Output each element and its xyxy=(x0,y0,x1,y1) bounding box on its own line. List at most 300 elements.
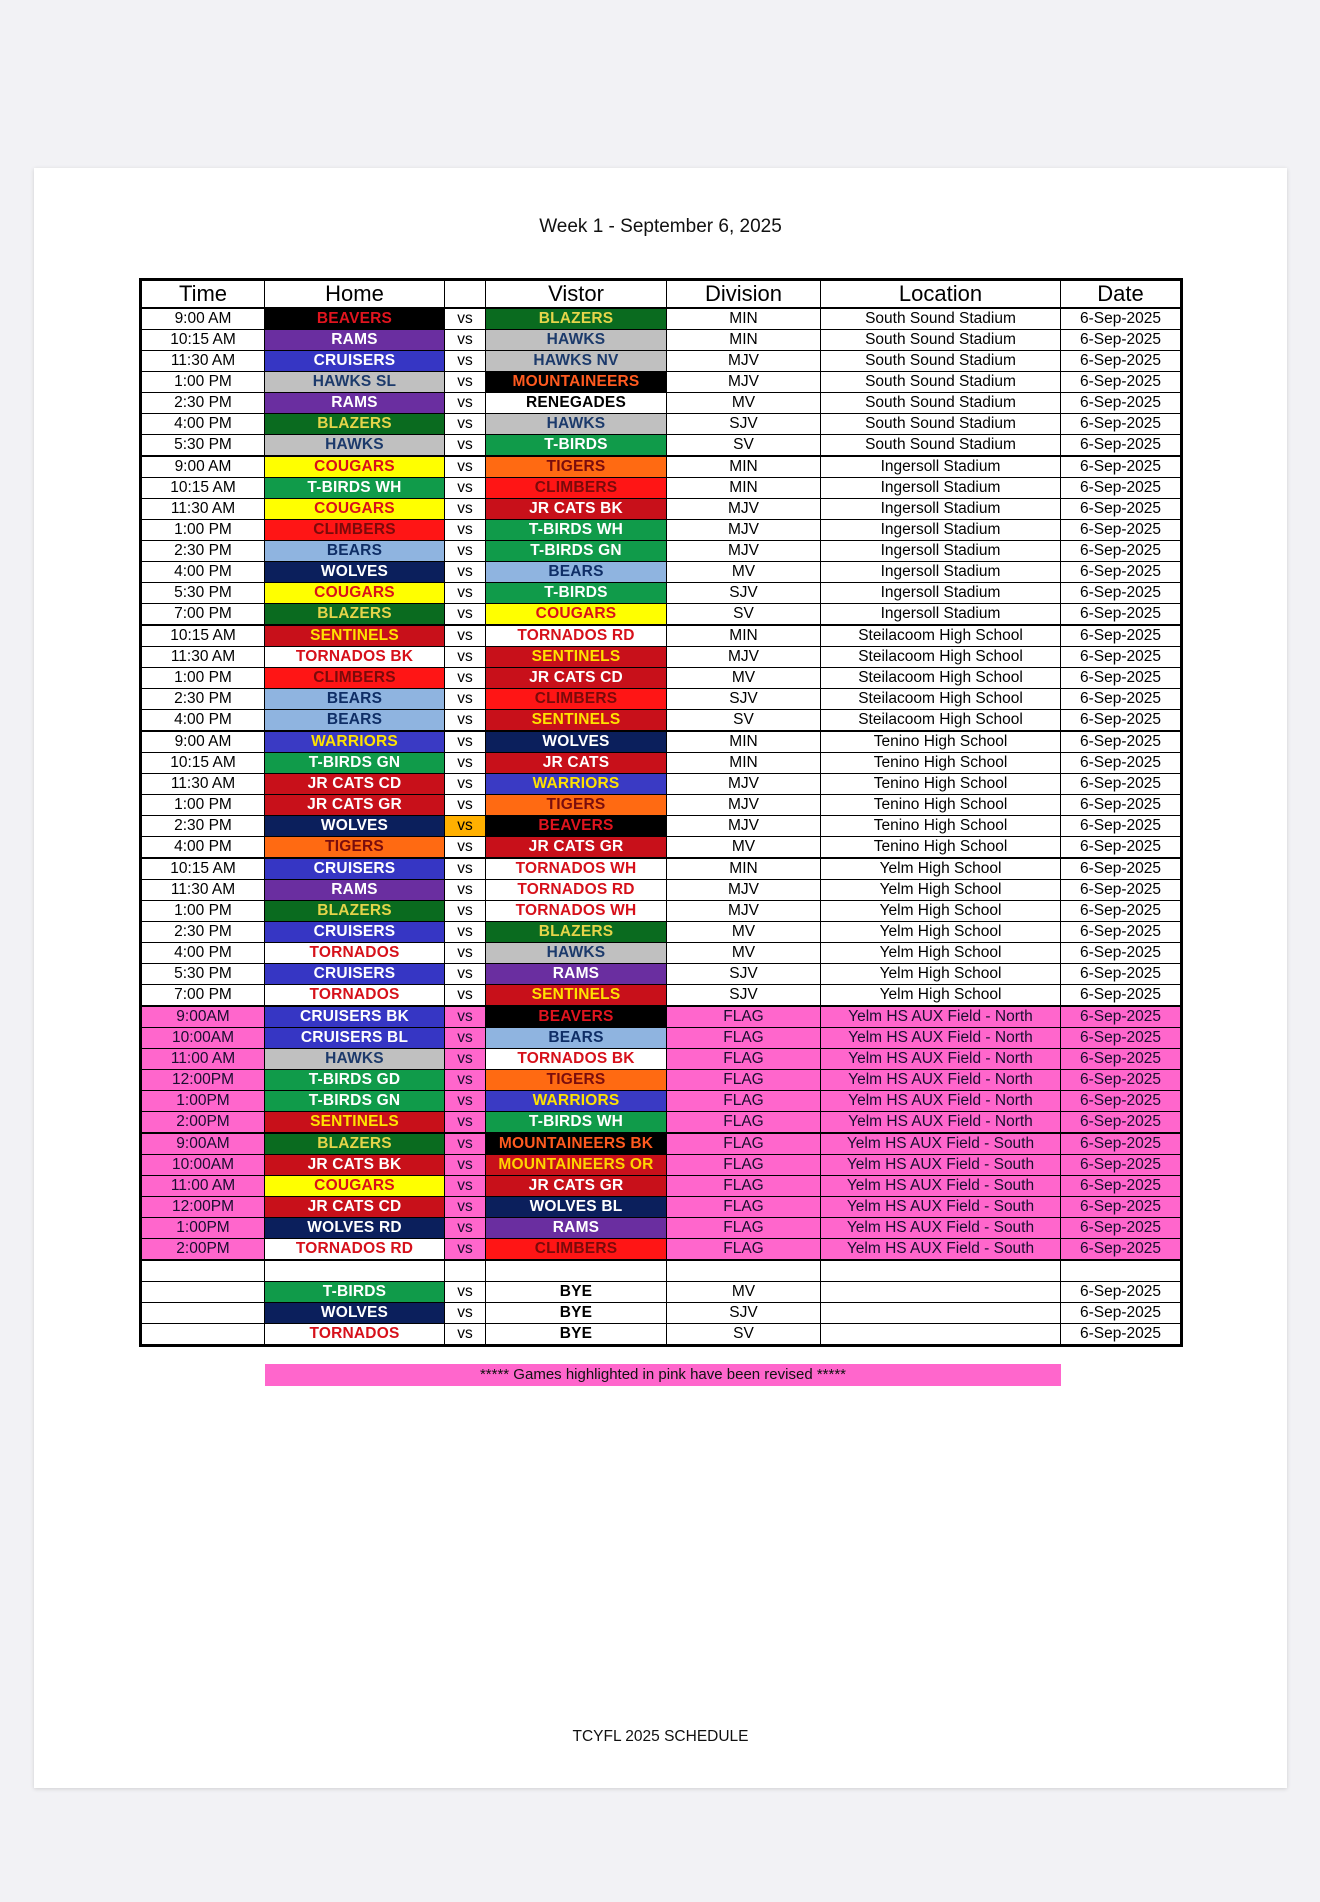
division-cell: SJV xyxy=(667,689,821,710)
date-cell: 6-Sep-2025 xyxy=(1061,541,1182,562)
division-cell: MV xyxy=(667,393,821,414)
table-row xyxy=(141,1112,1182,1134)
time-cell: 1:00 PM xyxy=(141,520,265,541)
home-team-cell: SENTINELS xyxy=(265,625,445,647)
time-cell: 2:00PM xyxy=(141,1112,265,1134)
visitor-team-cell: CLIMBERS xyxy=(486,478,667,499)
time-cell: 12:00PM xyxy=(141,1197,265,1218)
location-cell: Yelm HS AUX Field - South xyxy=(821,1239,1061,1261)
vs-cell: vs xyxy=(445,1303,486,1324)
location-cell: Ingersoll Stadium xyxy=(821,520,1061,541)
table-row xyxy=(141,625,1182,647)
table-row xyxy=(141,1028,1182,1049)
time-cell: 2:30 PM xyxy=(141,816,265,837)
visitor-team-cell: JR CATS xyxy=(486,753,667,774)
date-cell: 6-Sep-2025 xyxy=(1061,1155,1182,1176)
table-row xyxy=(141,562,1182,583)
visitor-team-cell: WARRIORS xyxy=(486,1091,667,1112)
visitor-team-cell: HAWKS xyxy=(486,943,667,964)
vs-cell: vs xyxy=(445,308,486,330)
home-team-cell: TORNADOS RD xyxy=(265,1239,445,1261)
time-cell: 7:00 PM xyxy=(141,604,265,626)
header-date: Date xyxy=(1061,280,1182,309)
vs-cell: vs xyxy=(445,330,486,351)
table-row xyxy=(141,816,1182,837)
division-cell: MIN xyxy=(667,330,821,351)
vs-cell: vs xyxy=(445,1133,486,1155)
location-cell: Yelm HS AUX Field - South xyxy=(821,1133,1061,1155)
footer-title: TCYFL 2025 SCHEDULE xyxy=(572,1728,749,1745)
table-row xyxy=(141,541,1182,562)
division-cell: MIN xyxy=(667,625,821,647)
location-cell: Tenino High School xyxy=(821,753,1061,774)
location-cell xyxy=(821,1324,1061,1346)
home-team-cell: TORNADOS BK xyxy=(265,647,445,668)
home-team-cell: RAMS xyxy=(265,880,445,901)
home-team-cell: CRUISERS BL xyxy=(265,1028,445,1049)
header-location: Location xyxy=(821,280,1061,309)
location-cell: Tenino High School xyxy=(821,795,1061,816)
location-cell: Tenino High School xyxy=(821,816,1061,837)
date-cell: 6-Sep-2025 xyxy=(1061,499,1182,520)
visitor-team-cell: BYE xyxy=(486,1303,667,1324)
visitor-team-cell: CLIMBERS xyxy=(486,689,667,710)
date-cell: 6-Sep-2025 xyxy=(1061,1133,1182,1155)
table-row xyxy=(141,795,1182,816)
date-cell: 6-Sep-2025 xyxy=(1061,414,1182,435)
location-cell: Yelm HS AUX Field - South xyxy=(821,1176,1061,1197)
page-title: Week 1 - September 6, 2025 xyxy=(539,216,782,237)
vs-cell: vs xyxy=(445,541,486,562)
date-cell: 6-Sep-2025 xyxy=(1061,583,1182,604)
home-team-cell: T-BIRDS xyxy=(265,1282,445,1303)
table-row xyxy=(141,330,1182,351)
vs-cell: vs xyxy=(445,1028,486,1049)
table-row xyxy=(141,456,1182,478)
division-cell: SV xyxy=(667,435,821,457)
header-visitor: Vistor xyxy=(486,280,667,309)
location-cell: Yelm HS AUX Field - North xyxy=(821,1112,1061,1134)
visitor-team-cell: TORNADOS BK xyxy=(486,1049,667,1070)
revision-note: ***** Games highlighted in pink have been revised ***** xyxy=(265,1364,1061,1386)
time-cell: 9:00AM xyxy=(141,1006,265,1028)
vs-cell: vs xyxy=(445,1176,486,1197)
division-cell: MJV xyxy=(667,351,821,372)
table-row xyxy=(141,731,1182,753)
vs-cell: vs xyxy=(445,689,486,710)
date-cell: 6-Sep-2025 xyxy=(1061,858,1182,880)
division-cell: MJV xyxy=(667,372,821,393)
vs-cell: vs xyxy=(445,1324,486,1346)
location-cell: Yelm High School xyxy=(821,922,1061,943)
division-cell: MV xyxy=(667,922,821,943)
location-cell: Yelm HS AUX Field - North xyxy=(821,1049,1061,1070)
date-cell: 6-Sep-2025 xyxy=(1061,922,1182,943)
time-cell: 11:30 AM xyxy=(141,880,265,901)
division-cell: SV xyxy=(667,710,821,732)
vs-cell: vs xyxy=(445,837,486,859)
time-cell: 10:15 AM xyxy=(141,330,265,351)
location-cell: Ingersoll Stadium xyxy=(821,499,1061,520)
visitor-team-cell: T-BIRDS xyxy=(486,435,667,457)
visitor-team-cell: TORNADOS WH xyxy=(486,858,667,880)
division-cell: FLAG xyxy=(667,1133,821,1155)
division-cell: SV xyxy=(667,604,821,626)
vs-cell: vs xyxy=(445,456,486,478)
home-team-cell: COUGARS xyxy=(265,1176,445,1197)
vs-cell: vs xyxy=(445,964,486,985)
time-cell: 4:00 PM xyxy=(141,414,265,435)
home-team-cell: BEARS xyxy=(265,710,445,732)
date-cell: 6-Sep-2025 xyxy=(1061,964,1182,985)
location-cell: Yelm HS AUX Field - North xyxy=(821,1091,1061,1112)
date-cell: 6-Sep-2025 xyxy=(1061,1049,1182,1070)
visitor-team-cell: WOLVES xyxy=(486,731,667,753)
home-team-cell: T-BIRDS GN xyxy=(265,753,445,774)
location-cell: Steilacoom High School xyxy=(821,689,1061,710)
home-team-cell: WOLVES xyxy=(265,816,445,837)
vs-cell: vs xyxy=(445,901,486,922)
location-cell: South Sound Stadium xyxy=(821,308,1061,330)
date-cell: 6-Sep-2025 xyxy=(1061,372,1182,393)
empty-cell xyxy=(667,1260,821,1282)
division-cell: FLAG xyxy=(667,1028,821,1049)
location-cell: Yelm High School xyxy=(821,901,1061,922)
location-cell: South Sound Stadium xyxy=(821,372,1061,393)
division-cell: FLAG xyxy=(667,1155,821,1176)
header-vs-blank xyxy=(445,280,486,309)
table-row xyxy=(141,1070,1182,1091)
location-cell: South Sound Stadium xyxy=(821,351,1061,372)
home-team-cell: JR CATS CD xyxy=(265,1197,445,1218)
visitor-team-cell: T-BIRDS GN xyxy=(486,541,667,562)
table-row xyxy=(141,647,1182,668)
table-row xyxy=(141,1197,1182,1218)
home-team-cell: RAMS xyxy=(265,393,445,414)
location-cell: South Sound Stadium xyxy=(821,414,1061,435)
date-cell: 6-Sep-2025 xyxy=(1061,1324,1182,1346)
home-team-cell: HAWKS xyxy=(265,435,445,457)
table-row xyxy=(141,414,1182,435)
date-cell: 6-Sep-2025 xyxy=(1061,1028,1182,1049)
visitor-team-cell: BEARS xyxy=(486,562,667,583)
vs-cell: vs xyxy=(445,1049,486,1070)
time-cell: 10:15 AM xyxy=(141,753,265,774)
empty-cell xyxy=(141,1260,265,1282)
date-cell: 6-Sep-2025 xyxy=(1061,393,1182,414)
vs-cell: vs xyxy=(445,880,486,901)
table-row xyxy=(141,604,1182,626)
division-cell: SV xyxy=(667,1324,821,1346)
date-cell: 6-Sep-2025 xyxy=(1061,880,1182,901)
date-cell: 6-Sep-2025 xyxy=(1061,1239,1182,1261)
vs-cell: vs xyxy=(445,604,486,626)
date-cell: 6-Sep-2025 xyxy=(1061,1006,1182,1028)
time-cell: 2:30 PM xyxy=(141,689,265,710)
empty-cell xyxy=(1061,1260,1182,1282)
division-cell: FLAG xyxy=(667,1049,821,1070)
home-team-cell: TORNADOS xyxy=(265,943,445,964)
table-row xyxy=(141,583,1182,604)
date-cell: 6-Sep-2025 xyxy=(1061,1218,1182,1239)
table-row xyxy=(141,1091,1182,1112)
home-team-cell: CLIMBERS xyxy=(265,520,445,541)
date-cell: 6-Sep-2025 xyxy=(1061,774,1182,795)
visitor-team-cell: RAMS xyxy=(486,964,667,985)
location-cell: Ingersoll Stadium xyxy=(821,541,1061,562)
time-cell: 2:30 PM xyxy=(141,922,265,943)
time-cell: 5:30 PM xyxy=(141,964,265,985)
vs-cell: vs xyxy=(445,414,486,435)
visitor-team-cell: SENTINELS xyxy=(486,647,667,668)
table-row xyxy=(141,880,1182,901)
table-row xyxy=(141,901,1182,922)
division-cell: FLAG xyxy=(667,1197,821,1218)
date-cell: 6-Sep-2025 xyxy=(1061,689,1182,710)
time-cell: 5:30 PM xyxy=(141,583,265,604)
table-row xyxy=(141,964,1182,985)
time-cell: 9:00 AM xyxy=(141,308,265,330)
visitor-team-cell: T-BIRDS xyxy=(486,583,667,604)
table-row xyxy=(141,435,1182,457)
date-cell: 6-Sep-2025 xyxy=(1061,668,1182,689)
date-cell: 6-Sep-2025 xyxy=(1061,456,1182,478)
time-cell: 4:00 PM xyxy=(141,837,265,859)
location-cell: Yelm HS AUX Field - North xyxy=(821,1070,1061,1091)
table-row xyxy=(141,689,1182,710)
home-team-cell: WOLVES xyxy=(265,1303,445,1324)
visitor-team-cell: BEAVERS xyxy=(486,1006,667,1028)
home-team-cell: T-BIRDS WH xyxy=(265,478,445,499)
location-cell: Yelm High School xyxy=(821,880,1061,901)
vs-cell: vs xyxy=(445,583,486,604)
home-team-cell: WOLVES RD xyxy=(265,1218,445,1239)
empty-cell xyxy=(821,1260,1061,1282)
date-cell: 6-Sep-2025 xyxy=(1061,1070,1182,1091)
visitor-team-cell: JR CATS GR xyxy=(486,1176,667,1197)
vs-cell: vs xyxy=(445,1218,486,1239)
location-cell: Steilacoom High School xyxy=(821,647,1061,668)
visitor-team-cell: HAWKS xyxy=(486,330,667,351)
time-cell: 5:30 PM xyxy=(141,435,265,457)
time-cell: 1:00PM xyxy=(141,1091,265,1112)
time-cell: 11:30 AM xyxy=(141,647,265,668)
table-row xyxy=(141,1155,1182,1176)
table-row xyxy=(141,372,1182,393)
date-cell: 6-Sep-2025 xyxy=(1061,562,1182,583)
vs-cell: vs xyxy=(445,393,486,414)
home-team-cell: TORNADOS xyxy=(265,985,445,1007)
time-cell: 2:30 PM xyxy=(141,541,265,562)
vs-cell: vs xyxy=(445,1155,486,1176)
time-cell: 10:00AM xyxy=(141,1028,265,1049)
date-cell: 6-Sep-2025 xyxy=(1061,901,1182,922)
visitor-team-cell: MOUNTAINEERS OR xyxy=(486,1155,667,1176)
location-cell: Tenino High School xyxy=(821,774,1061,795)
time-cell: 2:00PM xyxy=(141,1239,265,1261)
date-cell: 6-Sep-2025 xyxy=(1061,985,1182,1007)
time-cell: 9:00 AM xyxy=(141,731,265,753)
division-cell: MV xyxy=(667,1282,821,1303)
division-cell: SJV xyxy=(667,414,821,435)
division-cell: FLAG xyxy=(667,1112,821,1134)
visitor-team-cell: BEARS xyxy=(486,1028,667,1049)
home-team-cell: CLIMBERS xyxy=(265,668,445,689)
home-team-cell: T-BIRDS GD xyxy=(265,1070,445,1091)
division-cell: MV xyxy=(667,943,821,964)
time-cell: 12:00PM xyxy=(141,1070,265,1091)
visitor-team-cell: CLIMBERS xyxy=(486,1239,667,1261)
location-cell: Yelm High School xyxy=(821,943,1061,964)
schedule-body xyxy=(141,308,1182,1346)
time-cell: 4:00 PM xyxy=(141,943,265,964)
vs-cell: vs xyxy=(445,435,486,457)
time-cell xyxy=(141,1303,265,1324)
home-team-cell: T-BIRDS GN xyxy=(265,1091,445,1112)
time-cell: 11:30 AM xyxy=(141,499,265,520)
table-row xyxy=(141,520,1182,541)
date-cell: 6-Sep-2025 xyxy=(1061,625,1182,647)
home-team-cell: CRUISERS xyxy=(265,964,445,985)
table-row xyxy=(141,837,1182,859)
location-cell xyxy=(821,1303,1061,1324)
home-team-cell: COUGARS xyxy=(265,456,445,478)
home-team-cell: BLAZERS xyxy=(265,1133,445,1155)
date-cell: 6-Sep-2025 xyxy=(1061,330,1182,351)
home-team-cell: COUGARS xyxy=(265,583,445,604)
spacer-row xyxy=(141,1260,1182,1282)
vs-cell: vs xyxy=(445,816,486,837)
visitor-team-cell: TORNADOS WH xyxy=(486,901,667,922)
home-team-cell: CRUISERS xyxy=(265,922,445,943)
time-cell: 11:30 AM xyxy=(141,351,265,372)
date-cell: 6-Sep-2025 xyxy=(1061,1112,1182,1134)
vs-cell: vs xyxy=(445,774,486,795)
empty-cell xyxy=(265,1260,445,1282)
home-team-cell: CRUISERS BK xyxy=(265,1006,445,1028)
location-cell: Ingersoll Stadium xyxy=(821,456,1061,478)
division-cell: MJV xyxy=(667,816,821,837)
date-cell: 6-Sep-2025 xyxy=(1061,604,1182,626)
location-cell: Ingersoll Stadium xyxy=(821,583,1061,604)
vs-cell: vs xyxy=(445,943,486,964)
table-row xyxy=(141,308,1182,330)
home-team-cell: BLAZERS xyxy=(265,414,445,435)
time-cell: 9:00 AM xyxy=(141,456,265,478)
vs-cell: vs xyxy=(445,922,486,943)
visitor-team-cell: BYE xyxy=(486,1324,667,1346)
visitor-team-cell: HAWKS NV xyxy=(486,351,667,372)
vs-cell: vs xyxy=(445,1112,486,1134)
table-row xyxy=(141,1006,1182,1028)
location-cell: Steilacoom High School xyxy=(821,668,1061,689)
location-cell: Ingersoll Stadium xyxy=(821,562,1061,583)
visitor-team-cell: RAMS xyxy=(486,1218,667,1239)
division-cell: MIN xyxy=(667,456,821,478)
home-team-cell: BEARS xyxy=(265,689,445,710)
division-cell: MJV xyxy=(667,499,821,520)
vs-cell: vs xyxy=(445,1197,486,1218)
location-cell: Ingersoll Stadium xyxy=(821,478,1061,499)
location-cell: Tenino High School xyxy=(821,731,1061,753)
home-team-cell: JR CATS GR xyxy=(265,795,445,816)
time-cell: 11:30 AM xyxy=(141,774,265,795)
division-cell: SJV xyxy=(667,964,821,985)
bye-row xyxy=(141,1324,1182,1346)
division-cell: MIN xyxy=(667,731,821,753)
division-cell: MJV xyxy=(667,520,821,541)
division-cell: SJV xyxy=(667,985,821,1007)
location-cell: Steilacoom High School xyxy=(821,625,1061,647)
date-cell: 6-Sep-2025 xyxy=(1061,351,1182,372)
date-cell: 6-Sep-2025 xyxy=(1061,837,1182,859)
time-cell: 10:15 AM xyxy=(141,858,265,880)
date-cell: 6-Sep-2025 xyxy=(1061,795,1182,816)
vs-cell: vs xyxy=(445,562,486,583)
division-cell: FLAG xyxy=(667,1070,821,1091)
visitor-team-cell: WOLVES BL xyxy=(486,1197,667,1218)
division-cell: MIN xyxy=(667,858,821,880)
schedule-table xyxy=(139,278,1183,1347)
visitor-team-cell: BLAZERS xyxy=(486,922,667,943)
bye-row xyxy=(141,1282,1182,1303)
time-cell: 1:00 PM xyxy=(141,901,265,922)
visitor-team-cell: TIGERS xyxy=(486,795,667,816)
home-team-cell: HAWKS xyxy=(265,1049,445,1070)
vs-cell: vs xyxy=(445,1091,486,1112)
bye-row xyxy=(141,1303,1182,1324)
location-cell xyxy=(821,1282,1061,1303)
date-cell: 6-Sep-2025 xyxy=(1061,710,1182,732)
header-home: Home xyxy=(265,280,445,309)
visitor-team-cell: JR CATS CD xyxy=(486,668,667,689)
date-cell: 6-Sep-2025 xyxy=(1061,1303,1182,1324)
table-row xyxy=(141,1176,1182,1197)
division-cell: FLAG xyxy=(667,1176,821,1197)
visitor-team-cell: TORNADOS RD xyxy=(486,625,667,647)
home-team-cell: WOLVES xyxy=(265,562,445,583)
time-cell: 9:00AM xyxy=(141,1133,265,1155)
visitor-team-cell: COUGARS xyxy=(486,604,667,626)
visitor-team-cell: MOUNTAINEERS BK xyxy=(486,1133,667,1155)
vs-cell: vs xyxy=(445,499,486,520)
time-cell: 10:15 AM xyxy=(141,625,265,647)
visitor-team-cell: T-BIRDS WH xyxy=(486,520,667,541)
table-row xyxy=(141,1239,1182,1261)
vs-cell: vs xyxy=(445,753,486,774)
time-cell xyxy=(141,1324,265,1346)
time-cell: 7:00 PM xyxy=(141,985,265,1007)
home-team-cell: CRUISERS xyxy=(265,351,445,372)
home-team-cell: JR CATS BK xyxy=(265,1155,445,1176)
visitor-team-cell: JR CATS BK xyxy=(486,499,667,520)
vs-cell: vs xyxy=(445,731,486,753)
time-cell: 4:00 PM xyxy=(141,562,265,583)
time-cell: 2:30 PM xyxy=(141,393,265,414)
visitor-team-cell: SENTINELS xyxy=(486,710,667,732)
vs-cell: vs xyxy=(445,520,486,541)
table-row xyxy=(141,753,1182,774)
location-cell: Yelm HS AUX Field - South xyxy=(821,1197,1061,1218)
visitor-team-cell: JR CATS GR xyxy=(486,837,667,859)
time-cell: 11:00 AM xyxy=(141,1049,265,1070)
visitor-team-cell: HAWKS xyxy=(486,414,667,435)
visitor-team-cell: RENEGADES xyxy=(486,393,667,414)
table-row xyxy=(141,499,1182,520)
visitor-team-cell: SENTINELS xyxy=(486,985,667,1007)
date-cell: 6-Sep-2025 xyxy=(1061,308,1182,330)
division-cell: MIN xyxy=(667,308,821,330)
